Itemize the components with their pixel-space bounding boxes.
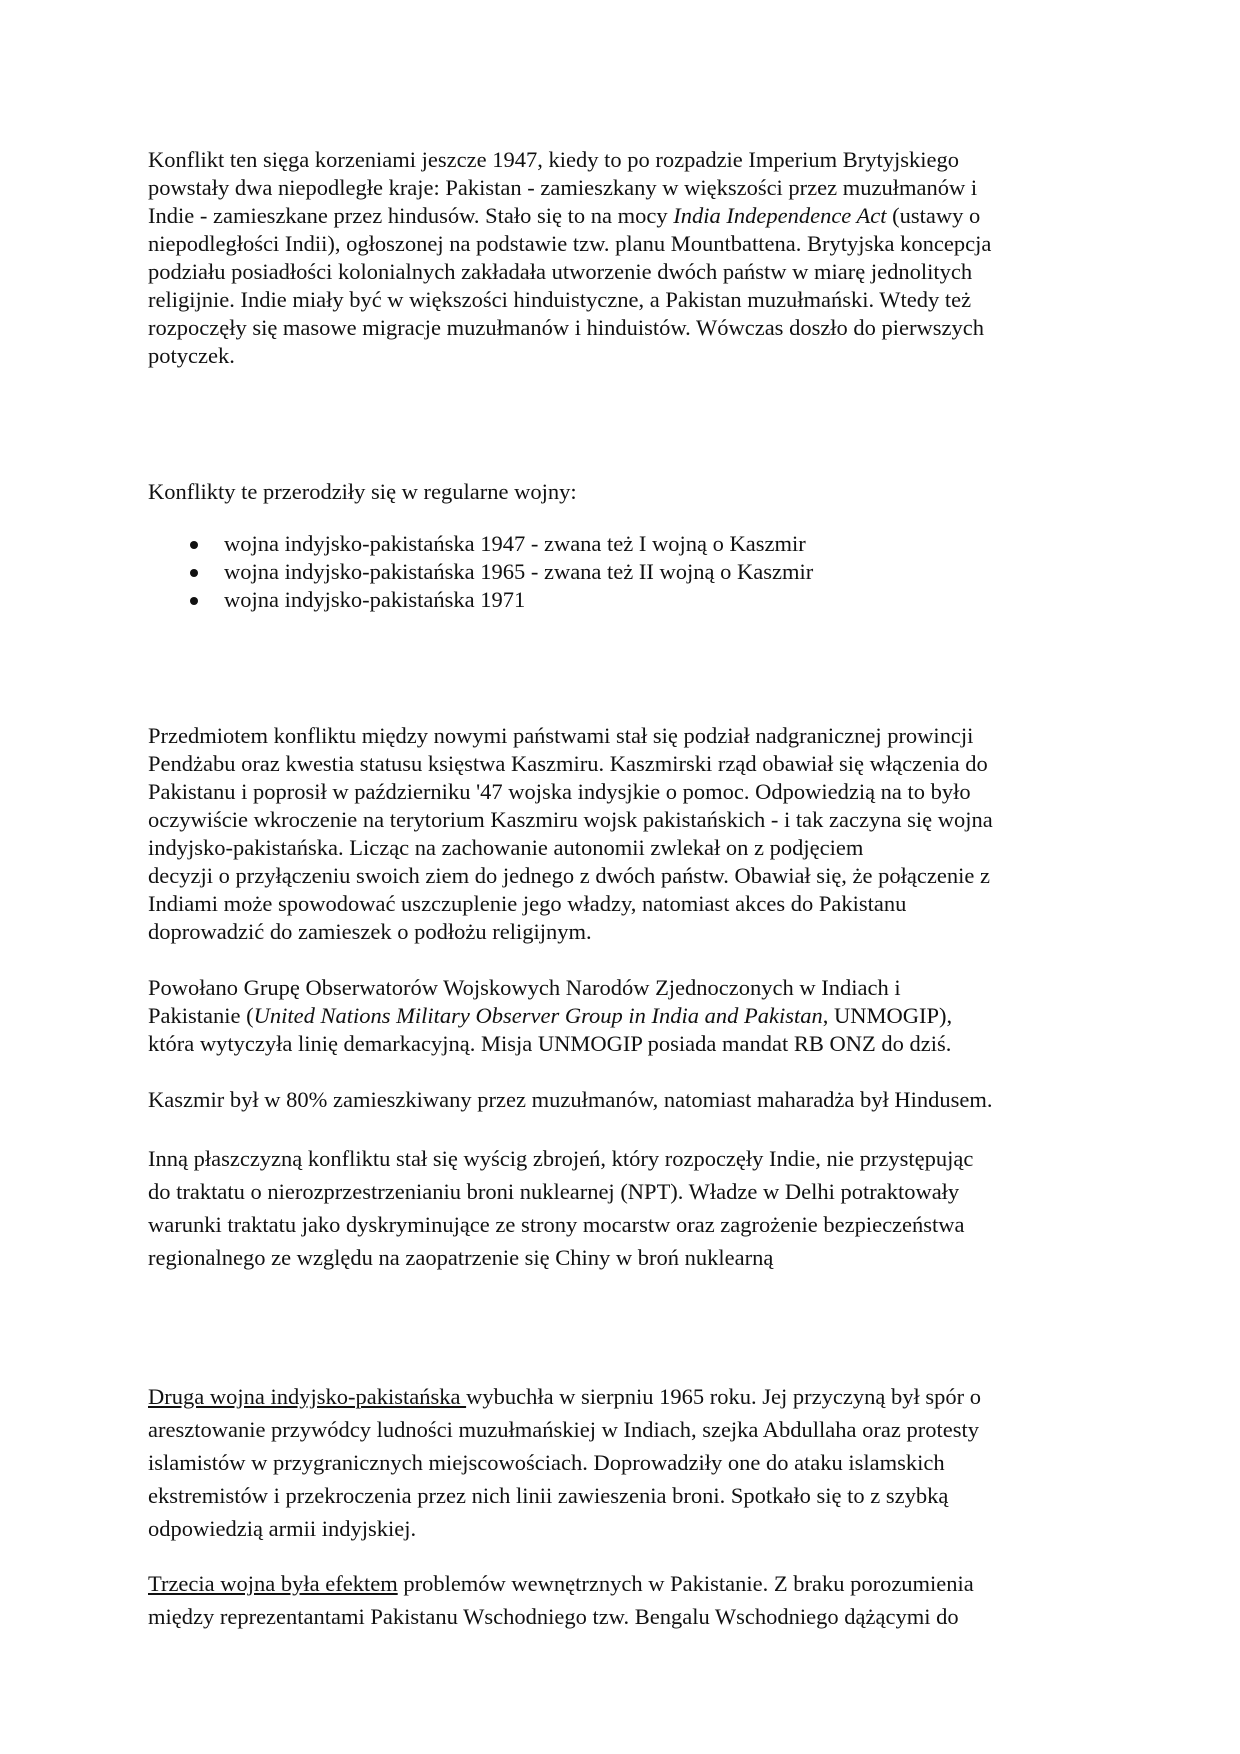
text-line: decyzji o przyłączeniu swoich ziem do jednego z dwóch państw. Obawiał się, że połączenie z [148,863,990,888]
text-line: między reprezentantami Pakistanu Wschodniego tzw. Bengalu Wschodniego dążącymi do [148,1604,959,1629]
text-line: oczywiście wkroczenie na terytorium Kaszmiru wojsk pakistańskich - i tak zaczyna się wojna [148,807,993,832]
text-line: Przedmiotem konfliktu między nowymi państwami stał się podział nadgranicznej prowincji [148,723,974,748]
text-line: indyjsko-pakistańska. Licząc na zachowanie autonomii zwlekał on z podjęciem [148,835,864,860]
text-line: Kaszmir był w 80% zamieszkiwany przez muzułmanów, natomiast maharadża był Hindusem. [148,1087,993,1112]
paragraph-third-war [148,1567,1108,1633]
paragraph-population [148,1086,1108,1114]
text-run: problemów wewnętrznych w Pakistanie. Z braku porozumienia [397,1571,974,1596]
text-line [148,1002,1108,1030]
bullet-icon [190,541,198,549]
wars-list [148,530,1108,614]
list-item [148,558,1108,586]
text-line: warunki traktatu jako dyskryminujące ze strony mocarstw oraz zagrożenie bezpieczeństwa [148,1212,965,1237]
italic-org-name: United Nations Military Observer Group in India and Pakistan [253,1003,823,1028]
text-line: do traktatu o nierozprzestrzenianiu broni nuklearnej (NPT). Władze w Delhi potraktowały [148,1179,960,1204]
paragraph-arms-race [148,1142,1108,1274]
list-item [148,586,1108,614]
text-line: doprowadzić do zamieszek o podłożu religijnym. [148,919,592,944]
text-run: (ustawy o [886,203,981,228]
text-line: ekstremistów i przekroczenia przez nich linii zawieszenia broni. Spotkało się to z szybką [148,1483,949,1508]
text-run: wybuchła w sierpniu 1965 roku. Jej przyczyną był spór o [466,1384,981,1409]
list-item-text: wojna indyjsko-pakistańska 1965 - zwana też II wojną o Kaszmir [224,559,814,584]
paragraph-kashmir-dispute [148,722,1108,946]
text-line [148,1380,1108,1413]
text-line: Inną płaszczyzną konfliktu stał się wyścig zbrojeń, który rozpoczęły Indie, nie przystępując [148,1146,974,1171]
text-line: islamistów w przygranicznych miejscowościach. Doprowadziły one do ataku islamskich [148,1450,945,1475]
text-line: podziału posiadłości kolonialnych zakładała utworzenie dwóch państw w miarę jednolitych [148,259,973,284]
paragraph-second-war [148,1380,1108,1545]
text-line: niepodległości Indii), ogłoszonej na podstawie tzw. planu Mountbattena. Brytyjska koncepcja [148,231,992,256]
list-item [148,530,1108,558]
text-line: powstały dwa niepodległe kraje: Pakistan - zamieszkany w większości przez muzułmanów i [148,175,978,200]
text-line: Powołano Grupę Obserwatorów Wojskowych Narodów Zjednoczonych w Indiach i [148,975,901,1000]
text-run: , UNMOGIP), [822,1003,953,1028]
text-line: rozpoczęły się masowe migracje muzułmanów i hinduistów. Wówczas doszło do pierwszych [148,315,985,340]
underlined-link-text: Druga wojna indyjsko-pakistańska [148,1384,467,1409]
paragraph-unmogip [148,974,1108,1058]
text-line [148,202,1108,230]
text-line: Pendżabu oraz kwestia statusu księstwa Kaszmiru. Kaszmirski rząd obawiał się włączenia do [148,751,988,776]
text-line: religijnie. Indie miały być w większości hinduistyczne, a Pakistan muzułmański. Wtedy też [148,287,972,312]
list-item-text: wojna indyjsko-pakistańska 1947 - zwana też I wojną o Kaszmir [224,531,806,556]
bullet-icon [190,597,198,605]
text-run: Indie - zamieszkane przez hindusów. Stało się to na mocy [148,203,674,228]
list-item-text: wojna indyjsko-pakistańska 1971 [224,587,526,612]
text-line: która wytyczyła linię demarkacyjną. Misja UNMOGIP posiada mandat RB ONZ do dziś. [148,1031,952,1056]
underlined-link-text: Trzecia wojna była efektem [148,1571,398,1596]
text-line: potyczek. [148,343,235,368]
bullet-icon [190,569,198,577]
paragraph-wars-intro: Konflikty te przerodziły się w regularne wojny: [148,479,577,504]
text-run: Pakistanie ( [148,1003,254,1028]
italic-act-title: India Independence Act [673,203,887,228]
document-page [148,146,1108,1633]
text-line: odpowiedzią armii indyjskiej. [148,1516,417,1541]
text-line: regionalnego ze względu na zaopatrzenie się Chiny w broń nuklearną [148,1245,774,1270]
text-line: Konflikt ten sięga korzeniami jeszcze 1947, kiedy to po rozpadzie Imperium Brytyjskiego [148,147,960,172]
text-line: Indiami może spowodować uszczuplenie jego władzy, natomiast akces do Pakistanu [148,891,907,916]
text-line [148,1567,1108,1600]
text-line: Pakistanu i poprosił w październiku '47 wojska indysjkie o pomoc. Odpowiedzią na to było [148,779,971,804]
paragraph-origins [148,146,1108,370]
text-line: aresztowanie przywódcy ludności muzułmańskiej w Indiach, szejka Abdullaha oraz protesty [148,1417,979,1442]
